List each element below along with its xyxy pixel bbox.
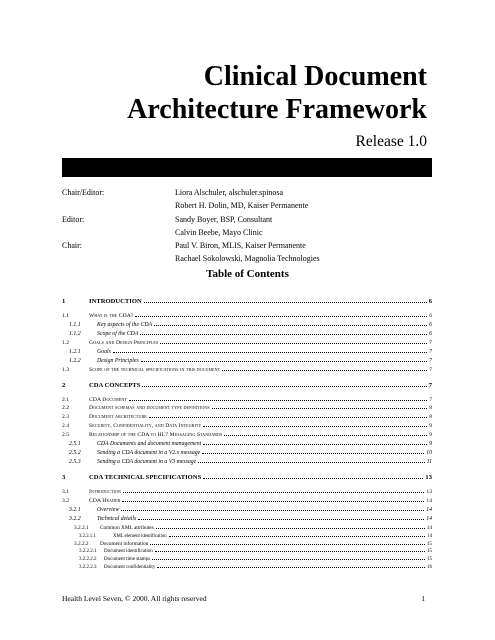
credit-row — [62, 213, 442, 226]
toc-entry-number: 3.2.2.1.1 — [79, 533, 96, 539]
toc-dot-leader — [113, 349, 427, 353]
credit-name: Paul V. Biron, MLIS, Kaiser Permanente — [175, 241, 306, 251]
toc-dot-leader — [203, 423, 427, 427]
toc-entry[interactable] — [62, 541, 432, 547]
footer-copyright: Health Level Seven, © 2000. All rights reserved — [62, 594, 207, 603]
toc-entry-number: 3.2 — [62, 498, 69, 505]
toc-entry-page: 8 — [429, 414, 432, 421]
title-line-1: Clinical Document — [203, 61, 427, 92]
toc-entry-title: Technical details — [97, 516, 137, 523]
toc-dot-leader — [150, 541, 424, 545]
toc-dot-leader — [224, 432, 427, 436]
release-label: Release 1.0 — [355, 133, 427, 150]
toc-dot-leader — [149, 414, 427, 418]
toc-entry-title: Relationship of the CDA to HL7 Messaging Standards — [89, 432, 223, 439]
toc-entry[interactable] — [62, 298, 432, 305]
toc-dot-leader — [122, 498, 424, 502]
toc-dot-leader — [141, 358, 427, 362]
toc-entry[interactable] — [62, 498, 432, 504]
toc-entry-title: Sending a CDA document in a V3 message — [97, 459, 197, 466]
toc-entry-number: 3.1 — [62, 489, 69, 496]
title-rule-bar — [62, 158, 432, 177]
document-title — [127, 60, 427, 126]
toc-entry-page: 13 — [426, 489, 432, 496]
toc-entry-number: 2.5.1 — [69, 441, 81, 448]
toc-dot-leader — [121, 507, 424, 511]
toc-entry-page: 16 — [427, 565, 432, 570]
credit-name: Calvin Beebe, Mayo Clinic — [175, 227, 263, 237]
toc-dot-leader — [202, 450, 424, 454]
toc-entry-title: Design Principles — [97, 358, 139, 365]
credit-name: Rachael Sokolowski, Magnolia Technologies — [175, 254, 320, 264]
toc-entry[interactable] — [62, 382, 432, 389]
toc-entry-number: 3.2.2.2.3 — [79, 565, 97, 570]
toc-dot-leader — [160, 340, 427, 344]
toc-entry-number: 2 — [62, 382, 66, 389]
toc-entry[interactable] — [62, 564, 432, 570]
toc-entry[interactable] — [62, 459, 432, 465]
toc-dot-leader — [212, 405, 428, 409]
toc-entry-title: Document information — [100, 541, 149, 548]
toc-entry-number: 1.2.2 — [69, 358, 81, 365]
toc-entry[interactable] — [62, 349, 432, 355]
toc-entry-number: 3.2.2.2.1 — [79, 549, 97, 554]
toc-entry-number: 2.5.3 — [69, 459, 81, 466]
toc-entry-number: 2.5.2 — [69, 450, 81, 457]
toc-entry-number: 2.5 — [62, 432, 69, 439]
credit-row — [62, 252, 442, 265]
toc-entry-title: Document architecture — [89, 414, 147, 421]
toc-entry-page: 7 — [429, 367, 432, 374]
toc-entry-page: 6 — [429, 322, 432, 329]
toc-entry-number: 1.1.1 — [69, 322, 81, 329]
toc-entry-number: 2.3 — [62, 414, 69, 421]
toc-entry-page: 6 — [429, 331, 432, 338]
credit-role: Editor: — [62, 214, 85, 224]
toc-entry-page: 6 — [429, 313, 432, 320]
toc-entry-number: 3.2.2.1 — [74, 525, 89, 532]
toc-entry-title: Common XML attributes — [100, 525, 154, 532]
toc-entry-title: Scope of the CDA — [97, 331, 139, 338]
toc-entry[interactable] — [62, 432, 432, 438]
toc-dot-leader — [203, 474, 423, 479]
toc-entry[interactable] — [62, 525, 432, 531]
toc-entry-number: 2.2 — [62, 405, 69, 412]
credit-row — [62, 239, 442, 252]
toc-entry-title: CDA TECHNICAL SPECIFICATIONS — [89, 474, 202, 481]
toc-dot-leader — [144, 298, 427, 303]
title-line-2: Architecture Framework — [127, 94, 427, 125]
credit-role: Chair: — [62, 241, 82, 251]
toc-entry-number: 2.4 — [62, 423, 69, 430]
toc-entry-title: CDA Documents and document management — [97, 441, 202, 448]
credits-list — [62, 186, 442, 266]
toc-entry[interactable] — [62, 474, 432, 481]
toc-dot-leader — [155, 548, 425, 552]
toc-entry-number: 3.2.2.2 — [74, 541, 89, 548]
toc-entry-page: 15 — [426, 541, 432, 548]
toc-entry-title: What is the CDA? — [89, 313, 134, 320]
toc-entry[interactable] — [62, 367, 432, 373]
toc-entry-number: 1.2.1 — [69, 349, 81, 356]
toc-entry[interactable] — [62, 340, 432, 346]
toc-entry-page: 14 — [426, 516, 432, 523]
toc-entry-page: 14 — [427, 533, 432, 539]
credit-row — [62, 226, 442, 239]
toc-dot-leader — [129, 397, 427, 401]
toc-entry-page: 7 — [429, 358, 432, 365]
toc-entry-title: Scope of the technical specifications in this document — [89, 367, 221, 374]
toc-entry[interactable] — [62, 313, 432, 319]
toc-entry[interactable] — [62, 397, 432, 403]
toc-entry[interactable] — [62, 322, 432, 328]
toc-dot-leader — [154, 322, 427, 326]
toc-entry-page: 9 — [429, 441, 432, 448]
toc-entry-page: 13 — [425, 474, 432, 481]
toc-entry[interactable] — [62, 507, 432, 513]
toc-entry[interactable] — [62, 556, 432, 562]
toc-entry-page: 14 — [426, 507, 432, 514]
toc-entry-number: 3.2.2 — [69, 516, 81, 523]
toc-entry-title: Document time stamps — [104, 557, 151, 562]
toc-entry-title: CDA CONCEPTS — [89, 382, 141, 389]
toc-dot-leader — [123, 489, 424, 493]
toc-entry[interactable] — [62, 516, 432, 522]
toc-entry-page: 10 — [426, 450, 432, 457]
toc-entry-page: 15 — [427, 557, 432, 562]
toc-entry-page: 14 — [426, 525, 432, 532]
toc-entry[interactable] — [62, 441, 432, 447]
toc-entry-page: 9 — [429, 432, 432, 439]
toc-dot-leader — [142, 382, 426, 387]
toc-dot-leader — [140, 331, 427, 335]
credit-name: Sandy Boyer, BSP, Consultant — [175, 214, 273, 224]
toc-entry-title: Document schemas and document type definitions — [89, 405, 210, 412]
page-footer — [62, 594, 425, 603]
toc-entry-number: 1.1 — [62, 313, 69, 320]
credit-row — [62, 199, 442, 212]
toc-entry-title: Key aspects of the CDA — [97, 322, 153, 329]
toc-dot-leader — [135, 313, 427, 317]
toc-entry-page: 7 — [429, 397, 432, 404]
toc-entry-page: 8 — [429, 405, 432, 412]
toc-entry-title: Sending a CDA document in a V2.x message — [97, 450, 201, 457]
toc-heading: Table of Contents — [206, 268, 289, 280]
toc-entry-number: 2.1 — [62, 397, 69, 404]
toc-entry-title: INTRODUCTION — [89, 298, 142, 305]
toc-entry-title: CDA Header — [89, 498, 121, 505]
toc-entry[interactable] — [62, 450, 432, 456]
toc-entry-page: 9 — [429, 423, 432, 430]
toc-entry-number: 1.1.2 — [69, 331, 81, 338]
toc-entry[interactable] — [62, 533, 432, 539]
credit-name: Robert H. Dolin, MD, Kaiser Permanente — [175, 201, 309, 211]
toc-entry-title: Overview — [97, 507, 120, 514]
toc-dot-leader — [156, 525, 425, 529]
toc-entry[interactable] — [62, 414, 432, 420]
toc-entry-page: 7 — [429, 340, 432, 347]
toc-entry-title: Goals — [97, 349, 111, 356]
toc-entry-page: 14 — [426, 498, 432, 505]
toc-dot-leader — [222, 367, 427, 371]
toc-entry-number: 3 — [62, 474, 66, 481]
toc-entry-number: 1.2 — [62, 340, 69, 347]
toc-entry-title: XML element identification — [113, 533, 167, 539]
toc-entry[interactable] — [62, 358, 432, 364]
toc-entry[interactable] — [62, 489, 432, 495]
toc-entry-page: 7 — [429, 349, 432, 356]
toc-entry-page: 15 — [427, 549, 432, 554]
footer-page-number: 1 — [421, 594, 425, 603]
credit-row — [62, 186, 442, 199]
toc-entry-number: 1 — [62, 298, 66, 305]
toc-dot-leader — [169, 533, 426, 537]
toc-entry-number: 1.3 — [62, 367, 69, 374]
toc-entry-title: Document confidentiality — [104, 565, 156, 570]
toc-dot-leader — [198, 459, 424, 463]
toc-dot-leader — [203, 441, 427, 445]
toc-entry[interactable] — [62, 423, 432, 429]
toc-entry-title: Security, Confidentiality, and Data Integrity — [89, 423, 202, 430]
toc-entry-title: Goals and Design Principles — [89, 340, 159, 347]
toc-entry[interactable] — [62, 331, 432, 337]
toc-entry-page: 11 — [426, 459, 432, 466]
toc-entry-page: 7 — [428, 382, 432, 389]
toc-entry-title: Introduction — [89, 489, 121, 496]
toc-entry-number: 3.2.2.2.2 — [79, 557, 97, 562]
toc-entry-page: 6 — [428, 298, 432, 305]
credit-name: Liora Alschuler, alschuler.spinosa — [175, 188, 284, 197]
toc-entry[interactable] — [62, 548, 432, 554]
toc-entry[interactable] — [62, 405, 432, 411]
toc-entry-number: 3.2.1 — [69, 507, 81, 514]
credit-role: Chair/Editor: — [62, 188, 105, 197]
toc-entry-title: Document identification — [104, 549, 153, 554]
toc-dot-leader — [138, 516, 424, 520]
toc-dot-leader — [157, 564, 425, 568]
toc-dot-leader — [152, 556, 425, 560]
toc-entry-title: CDA Document — [89, 397, 127, 404]
